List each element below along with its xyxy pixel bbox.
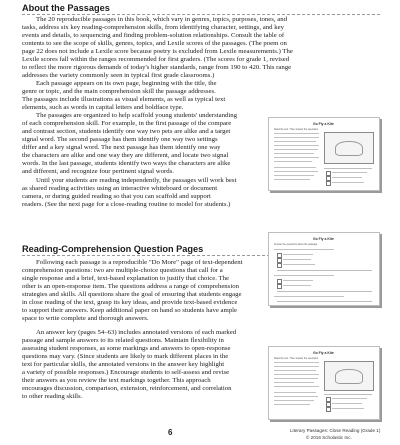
question-page-thumbnail — [268, 232, 380, 306]
paragraph-line: text for particular skills, the annotated versions in the answer key highlight — [22, 361, 225, 368]
paragraph-line: camera, or during guided reading so that you can scaffold and support — [22, 193, 211, 200]
paragraph-line: comprehension questions: two are multiple-choice questions that call for a — [22, 267, 223, 274]
paragraph-line: genre or topic, and the main comprehension skill the passage addresses. — [22, 88, 216, 95]
paragraph-line: words. In the last passage, students identify two ways the characters are alike — [22, 160, 231, 167]
answer-key-thumbnail — [268, 346, 380, 420]
thumbnail-subtitle: Read the text. Then answer the questions. — [274, 128, 319, 131]
paragraph-line: Following each passage is a reproducible "Do More" page of text-dependent — [36, 259, 243, 266]
paragraph-line: to reflect the more rigorous demands of today's higher standards, range from 190 to 420. This range — [22, 64, 292, 71]
paragraph-line: contents to see the scope of skills, genres, topics, and Lexile scores of the passages. (The poem on — [22, 40, 287, 47]
section-divider — [22, 14, 380, 15]
paragraph-line: assessing student responses, as some markings and answers to open-response — [22, 345, 231, 352]
paragraph-line: addresses the variety commonly seen in typical first grade classrooms.) — [22, 72, 215, 79]
paragraph-line: as shared reading activities using an interactive whiteboard or document — [22, 185, 218, 192]
paragraph-line: signal word. The second passage has them identify one way two settings — [22, 136, 218, 143]
paragraph-line: and contrast section, students identify one way two pets are alike and a target — [22, 128, 231, 135]
footer-book-title: Literary Passages: Close Reading (Grade 1) — [290, 428, 381, 433]
paragraph-line: questions may vary. (Since students are likely to mark different places in the — [22, 353, 229, 360]
thumbnail-title: Go Fly a Kite — [313, 122, 334, 126]
thumbnail-subtitle: Answer the questions about the passage. — [274, 243, 318, 246]
paragraph-line: their answers as you review the text markings together. This approach — [22, 377, 211, 384]
paragraph-line: Each passage appears on its own page, beginning with the title, the — [36, 80, 217, 87]
paragraph-line: events and details, to sequencing and finding problem-solution relationships. Consult the table of — [22, 32, 285, 39]
paragraph-line: elements, such as words in capital letters and boldface type. — [22, 104, 184, 111]
paragraph-line: in close reading of the text, grasp its key ideas, and provide text-based evidence — [22, 299, 238, 306]
thumbnail-subtitle: Read the text. Then answer the questions. — [274, 357, 319, 360]
paragraph-line: tasks, address six key reading-comprehension skills, from identifying character, settings, and key — [22, 24, 284, 31]
illustration — [324, 132, 374, 164]
section-heading-about: About the Passages — [22, 3, 110, 13]
paragraph-line: The passages are organized to help scaffold young students' understanding — [36, 112, 237, 119]
paragraph-line: differ and a key signal word. The next passage has them identify one way — [22, 144, 221, 151]
illustration — [324, 361, 374, 391]
passage-page-thumbnail — [268, 117, 380, 191]
section-heading-questions: Reading-Comprehension Question Pages — [22, 244, 204, 254]
page-number: 6 — [168, 428, 173, 437]
thumbnail-title: Go Fly a Kite — [313, 237, 334, 241]
paragraph-line: The 20 reproducible passages in this book, which vary in genres, topics, purposes, tones, and — [36, 16, 288, 23]
footer-copyright: © 2016 Scholastic Inc. — [306, 435, 352, 440]
paragraph-line: a variety of possible responses.) Encourage students to self-assess and revise — [22, 369, 230, 376]
paragraph-line: and different, and recognize four pertinent signal words. — [22, 168, 174, 175]
paragraph-line: Until your students are reading independently, the passages will work best — [36, 177, 237, 184]
paragraph-line: other is an open-response item. The questions address a range of comprehension — [22, 283, 239, 290]
paragraph-line: readers. (See the next page for a close-reading routine to model for students.) — [22, 201, 231, 208]
paragraph-line: space to write complete and thorough answers. — [22, 315, 149, 322]
paragraph-line: encourages discussion, comparison, extension, reinforcement, and correlation — [22, 385, 232, 392]
paragraph-line: page 22 does not include a Lexile score because poetry is excluded from Lexile measurements.) The — [22, 48, 293, 55]
thumbnail-title: Go Fly a Kite — [313, 351, 334, 355]
paragraph-line: An answer key (pages 54–63) includes annotated versions of each marked — [36, 329, 237, 336]
paragraph-line: passage and sample answers to its related questions. Maintain flexibility in — [22, 337, 224, 344]
paragraph-line: the characters are alike and one way they are different, and locate two signal — [22, 152, 229, 159]
paragraph-line: to support their answers. Keep additional paper on hand so students have ample — [22, 307, 238, 314]
paragraph-line: strategies and skills. All questions share the goal of ensuring that students engage — [22, 291, 242, 298]
paragraph-line: Lexile scores fall within the ranges recommended for first graders. (The scores for grade 1, revised — [22, 56, 290, 63]
paragraph-line: single response and a brief, text-based explanation to justify that choice. The — [22, 275, 229, 282]
paragraph-line: to other reading skills. — [22, 393, 83, 400]
paragraph-line: of each comprehension skill. For example, in the first passage of the compare — [22, 120, 232, 127]
paragraph-line: The passages include illustrations as visual elements, as well as typical text — [22, 96, 226, 103]
